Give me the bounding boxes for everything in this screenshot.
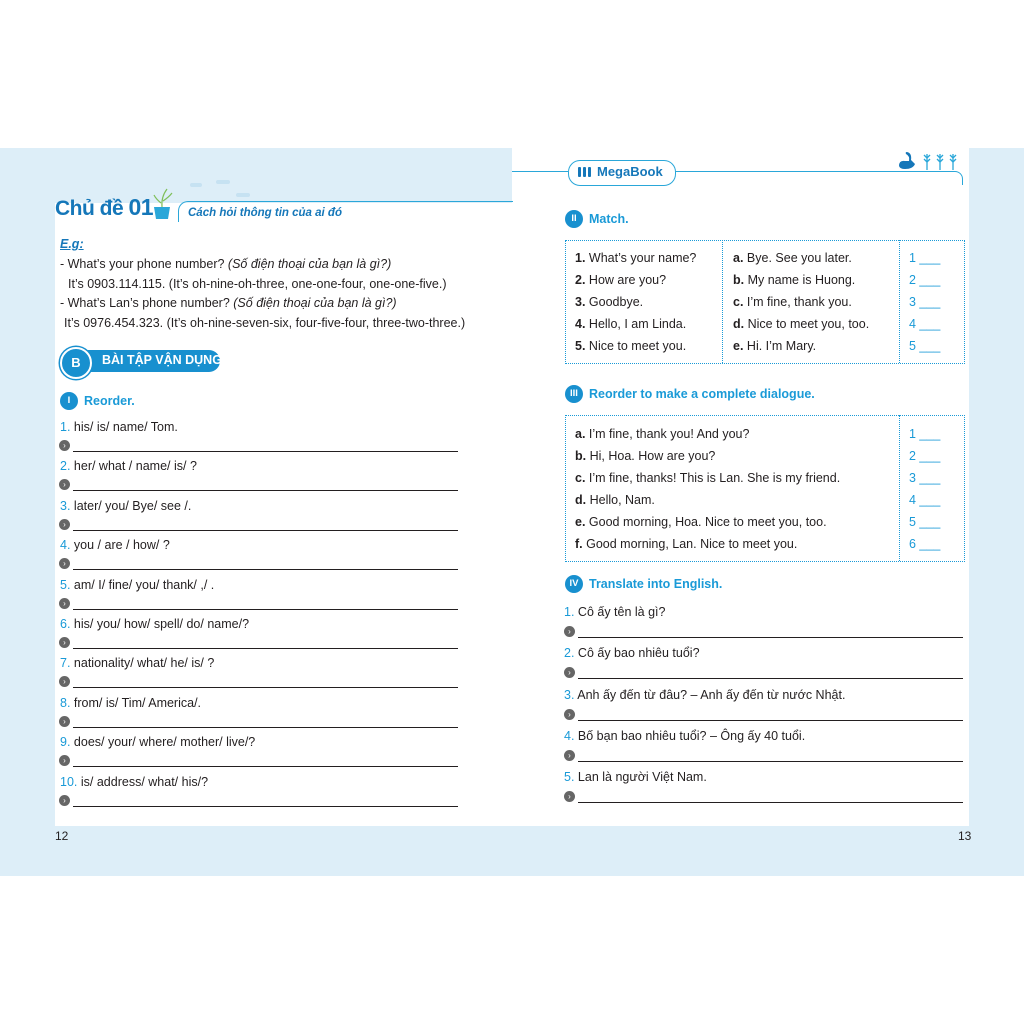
arrow-bullet-icon: › — [59, 637, 70, 648]
exercise-title: Match. — [589, 212, 629, 226]
arrow-bullet-icon: › — [564, 667, 575, 678]
answer-line[interactable] — [73, 687, 458, 688]
item-number: 4. — [575, 317, 586, 331]
question-text: is/ address/ what/ his/? — [80, 774, 209, 789]
question-number: 4. — [60, 538, 71, 553]
cloud-decoration — [190, 183, 202, 187]
cloud-decoration — [236, 193, 250, 197]
question-item — [564, 770, 707, 784]
item-letter: e. — [733, 339, 744, 353]
question-number: 5. — [564, 770, 575, 785]
answer-line[interactable] — [73, 609, 458, 610]
question-number: 2. — [60, 459, 71, 474]
dialogue-line — [575, 515, 827, 529]
item-text: What’s your name? — [588, 251, 697, 265]
item-text: Good morning, Lan. Nice to meet you. — [586, 537, 798, 551]
question-item — [60, 735, 255, 749]
answer-line[interactable] — [578, 720, 963, 721]
match-answer — [733, 339, 816, 353]
question-number: 2. — [564, 646, 575, 661]
topic-subtitle: Cách hỏi thông tin của ai đó — [188, 207, 342, 219]
arrow-bullet-icon: › — [564, 791, 575, 802]
table-divider — [899, 240, 900, 363]
item-text: Hello, Nam. — [589, 493, 655, 507]
item-text: Nice to meet you. — [588, 339, 687, 353]
item-letter: a. — [733, 251, 744, 265]
example-line: It’s 0976.454.323. (It’s oh-nine-seven-six, four-five-four, three-two-three.) — [64, 316, 466, 330]
item-letter: c. — [575, 471, 586, 485]
page-number: 12 — [55, 829, 69, 843]
question-text: am/ I/ fine/ you/ thank/ ,/ . — [73, 577, 215, 592]
item-text: Hello, I am Linda. — [588, 317, 687, 331]
question-number: 4. — [564, 728, 575, 743]
item-text: How are you? — [588, 273, 667, 287]
question-number: 5. — [60, 577, 71, 592]
question-text: Anh ấy đến từ đâu? – Anh ấy đến từ nước Nhật. — [577, 687, 846, 702]
answer-line[interactable] — [73, 490, 458, 491]
question-item — [60, 499, 191, 513]
arrow-bullet-icon: › — [59, 558, 70, 569]
question-number: 7. — [60, 656, 71, 671]
question-text: his/ is/ name/ Tom. — [73, 420, 178, 434]
section-letter-badge: B — [60, 347, 92, 379]
item-text: I’m fine, thanks! This is Lan. She is my friend. — [588, 471, 841, 485]
dialogue-line — [575, 537, 797, 551]
question-item — [60, 459, 197, 473]
exercise-numeral-badge: III — [565, 385, 583, 403]
item-number: 5. — [575, 339, 586, 353]
question-text: her/ what / name/ is/ ? — [73, 459, 197, 474]
item-text: Good morning, Hoa. Nice to meet you, too. — [588, 515, 827, 529]
example-line: It’s 0903.114.115. (It’s oh-nine-oh-three, one-one-four, one-one-five.) — [68, 277, 447, 291]
arrow-bullet-icon: › — [564, 750, 575, 761]
question-text: from/ is/ Tim/ America/. — [73, 695, 202, 710]
question-number: 1. — [564, 605, 575, 619]
answer-blank[interactable]: 4 ___ — [909, 493, 941, 507]
question-number: 10. — [60, 774, 78, 789]
question-number: 6. — [60, 617, 71, 631]
example-line: - What’s Lan’s phone number? (Số điện thoại của bạn là gì?) — [60, 296, 397, 310]
page-number: 13 — [958, 829, 972, 843]
answer-line[interactable] — [578, 761, 963, 762]
answer-line[interactable] — [578, 678, 963, 679]
item-text: Hi. I’m Mary. — [746, 339, 817, 353]
question-number: 1. — [60, 420, 71, 434]
match-answer — [733, 295, 852, 309]
answer-blank[interactable]: 1 ___ — [909, 251, 941, 265]
answer-blank[interactable]: 1 ___ — [909, 427, 941, 441]
arrow-bullet-icon: › — [59, 716, 70, 727]
answer-line[interactable] — [73, 530, 458, 531]
item-letter: a. — [575, 427, 586, 441]
answer-blank[interactable]: 5 ___ — [909, 515, 941, 529]
question-item — [60, 656, 214, 670]
question-number: 3. — [564, 687, 575, 702]
item-letter: c. — [733, 295, 744, 309]
question-item — [60, 538, 170, 552]
item-letter: b. — [575, 449, 587, 463]
item-number: 3. — [575, 295, 586, 309]
left-page — [55, 148, 512, 826]
exercise-title: Reorder to make a complete dialogue. — [589, 387, 815, 401]
question-text: you / are / how/ ? — [73, 538, 170, 553]
arrow-bullet-icon: › — [564, 709, 575, 720]
item-text: Bye. See you later. — [746, 251, 852, 265]
answer-line[interactable] — [73, 648, 458, 649]
exercise-title: Translate into English. — [589, 577, 723, 591]
header-rule — [674, 171, 963, 185]
goose-wheat-icon — [895, 150, 961, 172]
exercise-numeral-badge: I — [60, 392, 78, 410]
question-item — [60, 696, 201, 710]
answer-line[interactable] — [578, 802, 963, 803]
match-question — [575, 273, 666, 287]
answer-blank[interactable]: 5 ___ — [909, 339, 941, 353]
question-number: 9. — [60, 735, 71, 750]
exercise-title: Reorder. — [84, 394, 135, 408]
item-text: I’m fine, thank you! And you? — [588, 427, 750, 441]
answer-line[interactable] — [73, 569, 458, 570]
match-answer — [733, 273, 855, 287]
arrow-bullet-icon: › — [59, 479, 70, 490]
answer-line[interactable] — [73, 727, 458, 728]
table-divider — [722, 240, 723, 363]
match-answer — [733, 317, 869, 331]
item-letter: d. — [575, 493, 587, 507]
item-letter: d. — [733, 317, 745, 331]
question-text: later/ you/ Bye/ see /. — [73, 498, 192, 513]
question-text: Cô ấy bao nhiêu tuổi? — [577, 646, 700, 661]
header-rule — [512, 171, 568, 172]
answer-line[interactable] — [73, 806, 458, 807]
item-number: 2. — [575, 273, 586, 287]
dialogue-line — [575, 427, 749, 441]
question-item — [564, 646, 700, 660]
item-text: Nice to meet you, too. — [747, 317, 870, 331]
match-answer — [733, 251, 852, 265]
item-text: Hi, Hoa. How are you? — [589, 449, 716, 463]
answer-blank[interactable]: 4 ___ — [909, 317, 941, 331]
question-text: Lan là người Việt Nam. — [577, 770, 707, 785]
match-question — [575, 251, 696, 265]
table-divider — [899, 415, 900, 561]
question-text: Bố bạn bao nhiêu tuổi? – Ông ấy 40 tuổi. — [577, 728, 806, 743]
question-text: nationality/ what/ he/ is/ ? — [73, 656, 215, 671]
question-item — [60, 775, 208, 789]
arrow-bullet-icon: › — [59, 795, 70, 806]
arrow-bullet-icon: › — [59, 440, 70, 451]
brand-logo-icon — [578, 166, 596, 178]
answer-blank[interactable]: 2 ___ — [909, 449, 941, 463]
item-text: Goodbye. — [588, 295, 644, 309]
item-text: My name is Huong. — [747, 273, 856, 287]
arrow-bullet-icon: › — [59, 755, 70, 766]
brand-name: MegaBook — [597, 164, 663, 179]
question-item — [60, 578, 214, 592]
arrow-bullet-icon: › — [59, 519, 70, 530]
answer-line[interactable] — [73, 766, 458, 767]
question-item — [564, 729, 805, 743]
question-item — [564, 688, 845, 702]
dialogue-line — [575, 471, 840, 485]
match-question — [575, 339, 686, 353]
topic-title: Chủ đề 01 — [55, 194, 154, 220]
exercise-numeral-badge: II — [565, 210, 583, 228]
answer-blank[interactable]: 2 ___ — [909, 273, 941, 287]
answer-line[interactable] — [578, 637, 963, 638]
section-title: BÀI TẬP VẬN DỤNG — [102, 353, 222, 367]
question-item — [60, 617, 249, 631]
question-text: does/ your/ where/ mother/ live/? — [73, 735, 256, 750]
item-letter: e. — [575, 515, 586, 529]
match-question — [575, 317, 686, 331]
example-line: - What’s your phone number? (Số điện thoại của bạn là gì?) — [60, 257, 392, 271]
answer-line[interactable] — [73, 451, 458, 452]
question-text: his/ you/ how/ spell/ do/ name/? — [73, 617, 250, 631]
arrow-bullet-icon: › — [59, 676, 70, 687]
question-item — [564, 605, 665, 619]
arrow-bullet-icon: › — [59, 598, 70, 609]
question-number: 8. — [60, 695, 71, 710]
dialogue-line — [575, 493, 655, 507]
question-item — [60, 420, 178, 434]
example-label: E.g: — [60, 237, 84, 251]
question-number: 3. — [60, 498, 71, 513]
match-question — [575, 295, 643, 309]
exercise-numeral-badge: IV — [565, 575, 583, 593]
answer-blank[interactable]: 3 ___ — [909, 295, 941, 309]
answer-blank[interactable]: 3 ___ — [909, 471, 941, 485]
answer-blank[interactable]: 6 ___ — [909, 537, 941, 551]
item-text: I’m fine, thank you. — [746, 295, 852, 309]
item-letter: f. — [575, 537, 583, 551]
question-text: Cô ấy tên là gì? — [577, 605, 666, 619]
item-letter: b. — [733, 273, 745, 287]
cloud-decoration — [216, 180, 230, 184]
dialogue-line — [575, 449, 715, 463]
item-number: 1. — [575, 251, 586, 265]
arrow-bullet-icon: › — [564, 626, 575, 637]
